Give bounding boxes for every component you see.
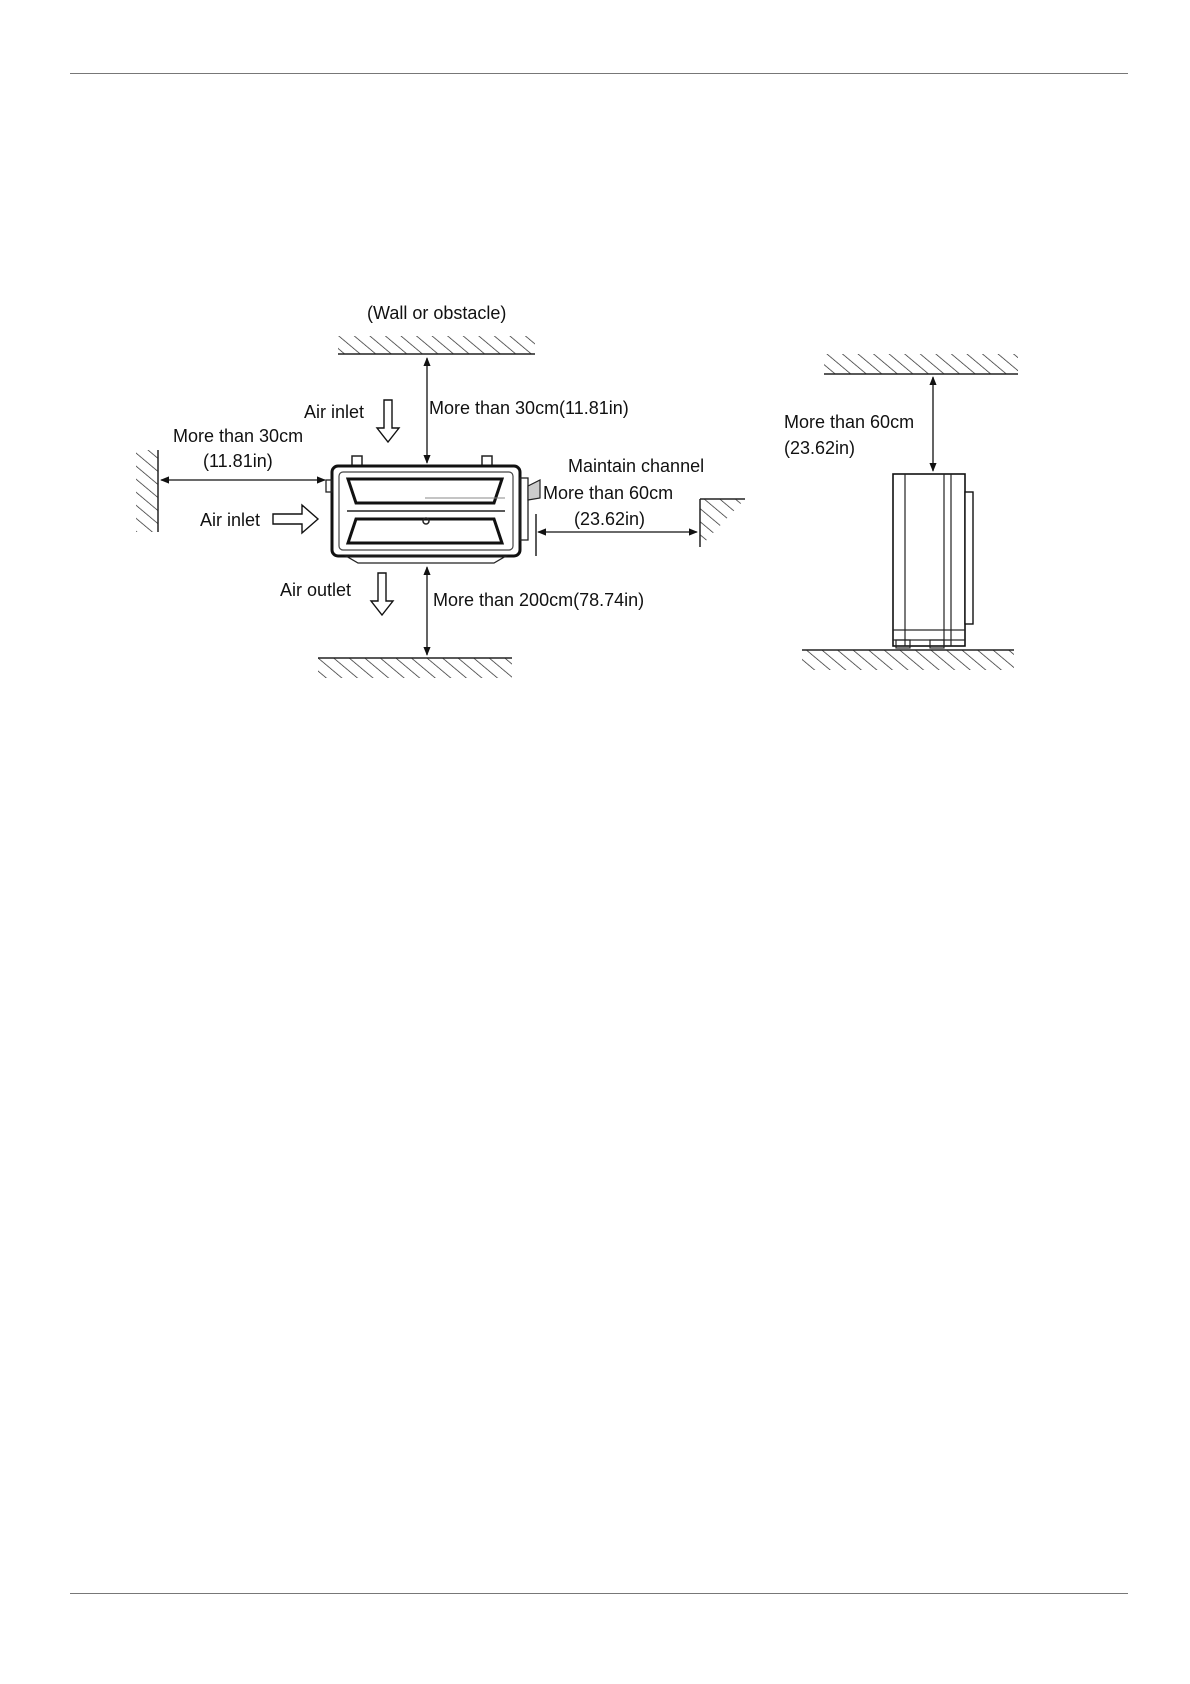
clearance-left-label-2: (11.81in) xyxy=(203,451,273,471)
clearance-bottom-label: More than 200cm(78.74in) xyxy=(433,590,645,610)
air-inlet-side-arrow xyxy=(273,505,318,533)
top-wall xyxy=(338,336,535,354)
air-inlet-top-label: Air inlet xyxy=(304,402,365,422)
right-wall xyxy=(700,499,745,547)
maintain-channel-label: Maintain channel xyxy=(568,456,705,476)
air-outlet-arrow xyxy=(371,573,393,615)
side-floor xyxy=(802,650,1014,670)
air-inlet-side-label: Air inlet xyxy=(200,510,261,530)
clearance-left-label-1: More than 30cm xyxy=(173,426,304,446)
air-inlet-top-arrow xyxy=(377,400,399,442)
air-outlet-label: Air outlet xyxy=(280,580,352,600)
indoor-unit-side-view xyxy=(893,474,973,648)
left-wall xyxy=(136,450,158,532)
floor xyxy=(318,658,512,678)
side-clearance-label-1: More than 60cm xyxy=(784,412,915,432)
indoor-unit-front-view xyxy=(326,456,540,563)
side-top-wall xyxy=(824,354,1018,374)
side-clearance-label-2: (23.62in) xyxy=(784,438,856,458)
clearance-right-label-2: (23.62in) xyxy=(574,509,646,529)
wall-label: (Wall or obstacle) xyxy=(367,303,507,323)
clearance-top-label: More than 30cm(11.81in) xyxy=(429,398,629,418)
clearance-right-label-1: More than 60cm xyxy=(543,483,674,503)
